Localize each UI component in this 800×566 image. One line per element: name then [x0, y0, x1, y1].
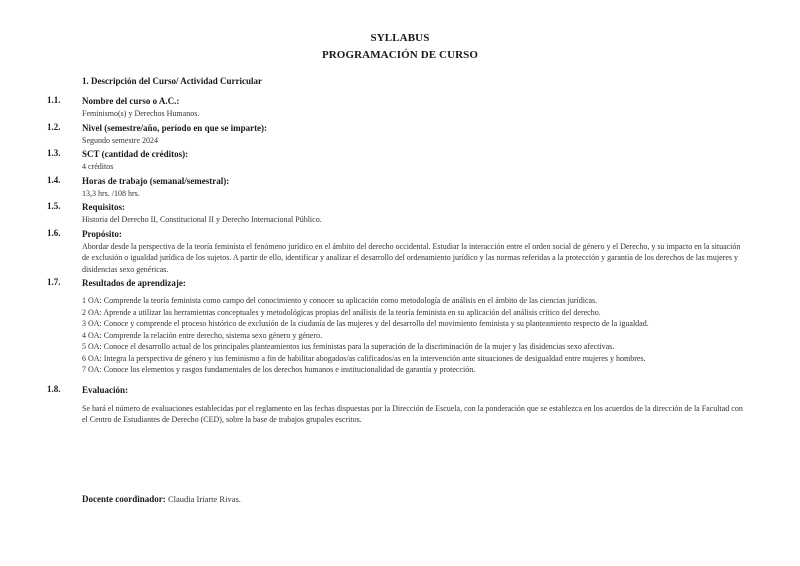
- item-label: Horas de trabajo (semanal/semestral):: [82, 175, 230, 186]
- item-level: [0, 122, 800, 147]
- item-number: 1.4.: [47, 174, 61, 185]
- item-value: Se hará el número de evaluaciones establecidas por el reglamento en las fechas dispuestas por la Dirección de Escuela, con la ponderación que se establezca en los acuerdos de la dirección de la Facultad con el Centro de Estudiantes de Derecho (CED), sobre la base de trabajos grupales escritos.: [82, 403, 743, 424]
- item-label: Requisitos:: [82, 202, 126, 212]
- coordinator-name: Claudia Iriarte Rivas.: [167, 494, 241, 504]
- item-value: 13,3 hrs. /108 hrs.: [82, 188, 140, 198]
- item-number: 1.8.: [47, 383, 61, 394]
- learning-outcomes-list: [82, 295, 747, 376]
- item-value: Segundo semestre 2024: [82, 135, 158, 145]
- item-hours: [0, 175, 800, 200]
- list-item: 7 OA: Conoce los elementos y rasgos fundamentales de los derechos humanos e institucionalidad de garantía y protección.: [82, 365, 476, 374]
- item-learning-outcomes: [0, 277, 800, 376]
- item-value: Feminismo(s) y Derechos Humanos.: [82, 109, 200, 118]
- list-item: 2 OA: Aprende a utilizar las herramientas conceptuales y metodológicas propias del análisis de la teoría feminista en su aplicación del análisis crítico del derecho.: [82, 307, 601, 317]
- document-subtitle: PROGRAMACIÓN DE CURSO: [321, 49, 479, 61]
- item-value: Historia del Derecho II, Constitucional II y Derecho Internacional Público.: [82, 215, 322, 224]
- item-number: 1.3.: [47, 148, 61, 158]
- item-value: 4 créditos: [82, 162, 114, 171]
- coordinator: [82, 494, 241, 504]
- item-number: 1.2.: [47, 121, 61, 132]
- list-item: 3 OA: Conoce y comprende el proceso histórico de exclusión de la ciudanía de las mujeres y del desarrollo del movimiento feminista y su planteamiento respecto de la igualdad.: [82, 319, 649, 328]
- section-heading: 1. Descripción del Curso/ Actividad Curricular: [82, 76, 262, 86]
- item-purpose: [0, 228, 800, 276]
- list-item: 5 OA: Conoce el desarrollo actual de los principales planteamientos ius feministas para la superación de la discriminación de la mujer y las disidencias sexo afectivas.: [82, 342, 615, 351]
- item-requirements: [0, 201, 800, 226]
- item-label: Nivel (semestre/año, período en que se imparte):: [82, 122, 268, 133]
- item-number: 1.7.: [47, 277, 61, 287]
- item-label: Nombre del curso o A.C.:: [82, 96, 180, 106]
- item-number: 1.6.: [47, 227, 61, 238]
- item-label: Resultados de aprendizaje:: [82, 278, 186, 288]
- coordinator-label: Docente coordinador:: [82, 494, 166, 504]
- item-evaluation: [0, 384, 800, 426]
- item-credits: [0, 148, 800, 173]
- item-label: SCT (cantidad de créditos):: [82, 149, 189, 159]
- item-label: Propósito:: [82, 228, 122, 239]
- document-title: SYLLABUS: [370, 32, 430, 44]
- item-number: 1.5.: [47, 201, 61, 211]
- item-course-name: [0, 95, 800, 120]
- list-item: 6 OA: Integra la perspectiva de género y ius feminismo a fin de habilitar abogados/as calificados/as en la intervención ante situaciones de desigualdad entre mujeres y hombres.: [82, 353, 646, 363]
- course-details: [0, 95, 800, 428]
- item-label: Evaluación:: [82, 384, 129, 395]
- item-value: Abordar desde la perspectiva de la teoría feminista el fenómeno jurídico en el ámbito del derecho occidental. Estudiar la interacción entre el orden social de género y el Derecho, y su impacto en la situación de exclusión o igualdad jurídica de los sujetos. A partir de ello, identificar y analizar el desarrollo del ordenamiento jurídico y las normas referidas a la protección y garantía de los derechos de las mujeres y disidencias sexo genéricas.: [82, 241, 741, 274]
- list-item: 1 OA: Comprende la teoría feminista como campo del conocimiento y conocer su aplicación como metodología de análisis en el ámbito de las ciencias jurídicas.: [82, 296, 598, 305]
- list-item: 4 OA: Comprende la relación entre derecho, sistema sexo género y género.: [82, 330, 323, 340]
- item-number: 1.1.: [47, 95, 61, 105]
